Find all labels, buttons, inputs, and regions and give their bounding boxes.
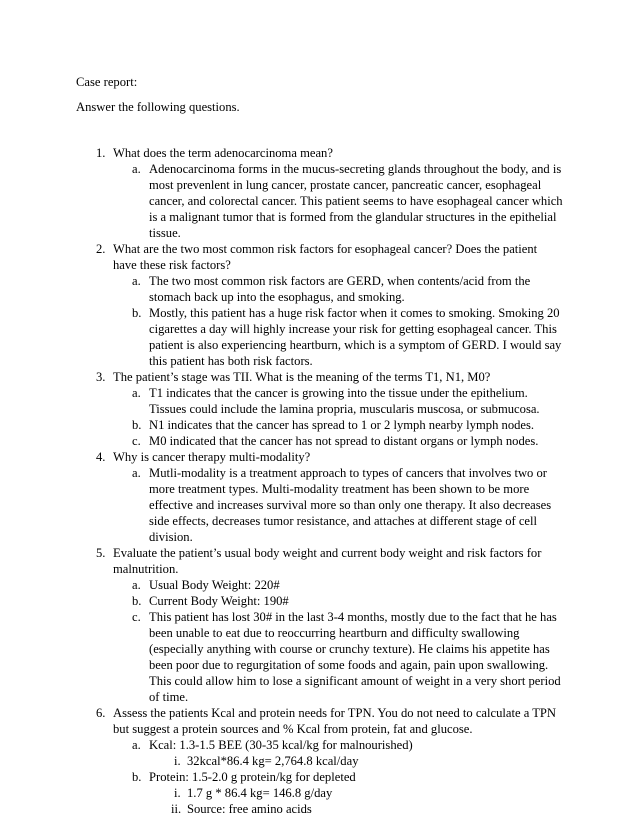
question-text: Assess the patients Kcal and protein needs for TPN. You do not need to calculate a TPN: [113, 706, 557, 720]
answer-label: b.: [132, 594, 142, 608]
question-number: 1.: [96, 146, 106, 160]
answer-line: Kcal: 1.3-1.5 BEE (30-35 kcal/kg for malnourished): [149, 738, 413, 752]
sub-answer-line: 32kcal*86.4 kg= 2,764.8 kcal/day: [187, 754, 359, 768]
instructions-text: Answer the following questions.: [76, 100, 240, 114]
answer-label: a.: [132, 466, 141, 480]
question-text: malnutrition.: [113, 562, 179, 576]
answer-line: Mostly, this patient has a huge risk factor when it comes to smoking. Smoking 20: [149, 306, 560, 320]
answer-line: effective and increases survival more so than only one therapy. It also decreases: [149, 498, 552, 512]
answer-line: this patient has both risk factors.: [149, 354, 313, 368]
answer-line: patient is also experiencing heartburn, which is a symptom of GERD. I would say: [149, 338, 562, 352]
sub-answer-line: Source: free amino acids: [187, 802, 312, 816]
answer-label: b.: [132, 770, 142, 784]
question-number: 2.: [96, 242, 106, 256]
answer-line: This patient has lost 30# in the last 3-4 months, mostly due to the fact that he has: [149, 610, 557, 624]
case-report-heading: Case report:: [76, 75, 138, 89]
question-number: 5.: [96, 546, 106, 560]
sub-answer-label: i.: [174, 754, 181, 768]
answer-line: more treatment types. Multi-modality treatment has been shown to be more: [149, 482, 530, 496]
answer-line: stomach back up into the esophagus, and smoking.: [149, 290, 405, 304]
answer-line: This could allow him to lose a significant amount of weight in a very short period: [149, 674, 561, 688]
sub-answer-line: 1.7 g * 86.4 kg= 146.8 g/day: [187, 786, 333, 800]
answer-label: a.: [132, 578, 141, 592]
answer-label: b.: [132, 306, 142, 320]
answer-line: Mutli-modality is a treatment approach to types of cancers that involves two or: [149, 466, 547, 480]
sub-answer-label: ii.: [171, 802, 182, 816]
answer-line: Adenocarcinoma forms in the mucus-secreting glands throughout the body, and is: [149, 162, 562, 176]
answer-label: a.: [132, 274, 141, 288]
answer-line: cigarettes a day will highly increase your risk for getting esophageal cancer. This: [149, 322, 557, 336]
answer-line: M0 indicated that the cancer has not spread to distant organs or lymph nodes.: [149, 434, 539, 448]
answer-line: is a malignant tumor that is formed from the glandular structures in the epithelial: [149, 210, 557, 224]
answer-label: b.: [132, 418, 142, 432]
answer-line: (especially anything with course or crunchy texture). He claims his appetite has: [149, 642, 550, 656]
question-text: The patient’s stage was TII. What is the meaning of the terms T1, N1, M0?: [113, 370, 491, 384]
answer-line: Current Body Weight: 190#: [149, 594, 289, 608]
question-text: Why is cancer therapy multi-modality?: [113, 450, 311, 464]
answer-line: tissue.: [149, 226, 181, 240]
question-text: What are the two most common risk factors for esophageal cancer? Does the patient: [113, 242, 538, 256]
question-number: 6.: [96, 706, 106, 720]
answer-line: Tissues could include the lamina propria, muscularis muscosa, or submucosa.: [149, 402, 540, 416]
answer-line: side effects, decreases tumor resistance, and attaches at different stage of cell: [149, 514, 538, 528]
answer-label: c.: [132, 610, 141, 624]
question-number: 4.: [96, 450, 106, 464]
answer-line: T1 indicates that the cancer is growing into the tissue under the epithelium.: [149, 386, 528, 400]
question-text: What does the term adenocarcinoma mean?: [113, 146, 333, 160]
answer-line: The two most common risk factors are GERD, when contents/acid from the: [149, 274, 531, 288]
answer-line: been poor due to regurgitation of some foods and again, pain upon swallowing.: [149, 658, 549, 672]
answer-line: been unable to eat due to reoccurring heartburn and difficulty swallowing: [149, 626, 520, 640]
question-text: have these risk factors?: [113, 258, 231, 272]
question-text: but suggest a protein sources and % Kcal from protein, fat and glucose.: [113, 722, 473, 736]
answer-line: most prevenlent in lung cancer, prostate cancer, pancreatic cancer, esophageal: [149, 178, 542, 192]
sub-answer-label: i.: [174, 786, 181, 800]
answer-label: a.: [132, 738, 141, 752]
answer-line: Protein: 1.5-2.0 g protein/kg for depleted: [149, 770, 356, 784]
question-text: Evaluate the patient’s usual body weight and current body weight and risk factors for: [113, 546, 542, 560]
question-number: 3.: [96, 370, 106, 384]
answer-label: a.: [132, 162, 141, 176]
answer-line: N1 indicates that the cancer has spread to 1 or 2 lymph nearby lymph nodes.: [149, 418, 535, 432]
answer-line: division.: [149, 530, 193, 544]
answer-line: cancer, and colorectal cancer. This patient seems to have esophageal cancer which: [149, 194, 563, 208]
answer-label: a.: [132, 386, 141, 400]
answer-line: of time.: [149, 690, 189, 704]
answer-label: c.: [132, 434, 141, 448]
answer-line: Usual Body Weight: 220#: [149, 578, 280, 592]
